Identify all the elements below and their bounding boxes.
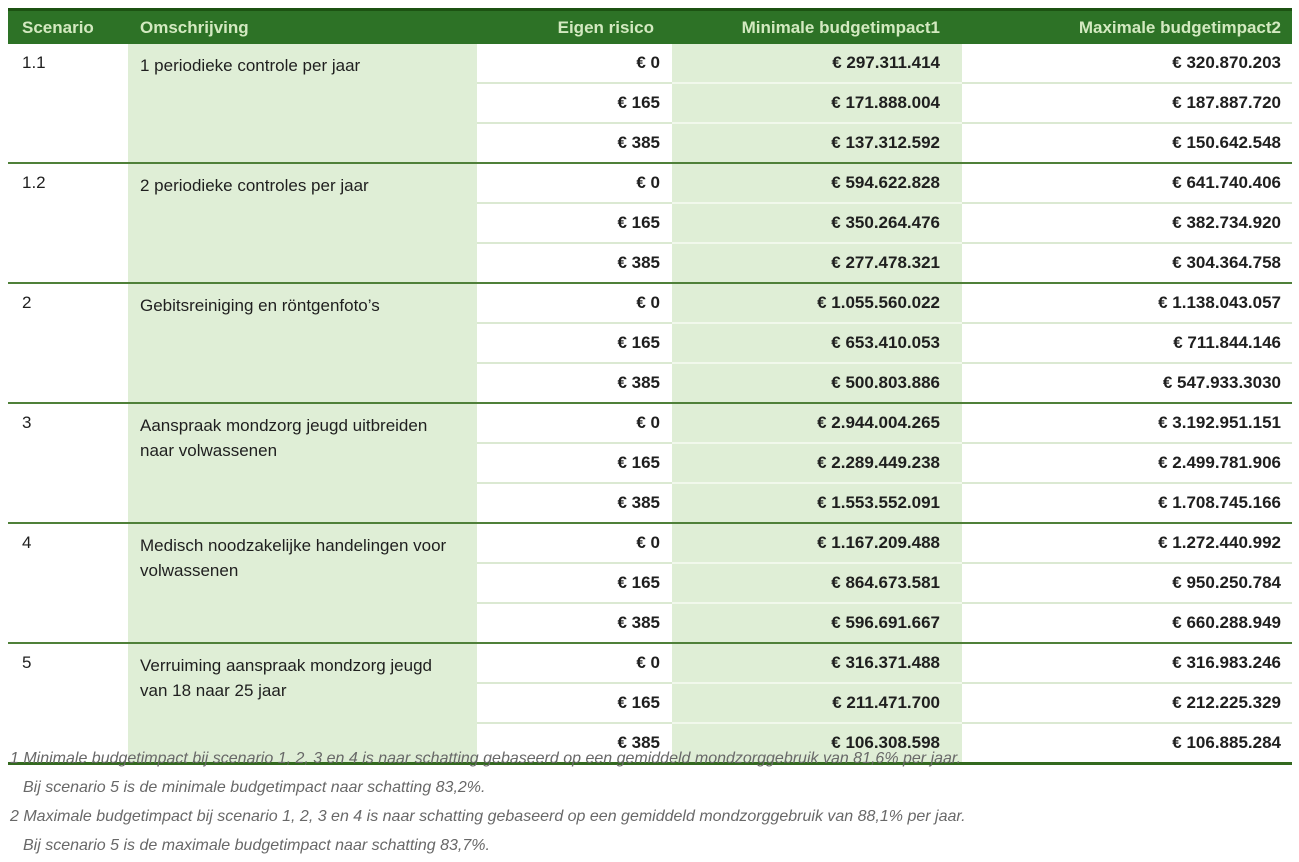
max-budget-cell: € 304.364.758 xyxy=(962,243,1292,283)
eigen-risico-cell: € 165 xyxy=(477,443,672,483)
description-cell: Medisch noodzakelijke handelingen voor volwassenen xyxy=(128,523,477,643)
column-header-eigen-risico: Eigen risico xyxy=(477,10,672,45)
max-budget-cell: € 711.844.146 xyxy=(962,323,1292,363)
max-budget-cell: € 1.272.440.992 xyxy=(962,523,1292,563)
max-budget-cell: € 2.499.781.906 xyxy=(962,443,1292,483)
description-cell: Gebitsreiniging en röntgenfoto’s xyxy=(128,283,477,403)
min-budget-cell: € 653.410.053 xyxy=(672,323,962,363)
scenario-group xyxy=(8,403,1292,523)
table-row xyxy=(8,283,1292,323)
footnote-2-line-2: Bij scenario 5 is de maximale budgetimpact naar schatting 83,7%. xyxy=(23,837,490,854)
min-budget-cell: € 316.371.488 xyxy=(672,643,962,683)
table-row xyxy=(8,403,1292,443)
budget-impact-table xyxy=(8,8,1292,765)
min-budget-cell: € 137.312.592 xyxy=(672,123,962,163)
eigen-risico-cell: € 165 xyxy=(477,323,672,363)
min-budget-cell: € 1.167.209.488 xyxy=(672,523,962,563)
min-budget-cell: € 596.691.667 xyxy=(672,603,962,643)
max-budget-cell: € 1.138.043.057 xyxy=(962,283,1292,323)
eigen-risico-cell: € 0 xyxy=(477,44,672,83)
scenario-group xyxy=(8,523,1292,643)
eigen-risico-cell: € 0 xyxy=(477,163,672,203)
eigen-risico-cell: € 0 xyxy=(477,643,672,683)
scenario-cell: 2 xyxy=(8,283,128,403)
footnote-1-line-2: Bij scenario 5 is de minimale budgetimpact naar schatting 83,2%. xyxy=(23,779,486,796)
eigen-risico-cell: € 385 xyxy=(477,603,672,643)
budget-impact-table-wrap xyxy=(8,8,1292,765)
min-budget-cell: € 864.673.581 xyxy=(672,563,962,603)
footnotes xyxy=(10,744,1292,860)
min-budget-cell: € 2.289.449.238 xyxy=(672,443,962,483)
max-budget-cell: € 106.885.284 xyxy=(962,723,1292,764)
description-cell: Aanspraak mondzorg jeugd uitbreiden naar volwassenen xyxy=(128,403,477,523)
min-budget-cell: € 1.055.560.022 xyxy=(672,283,962,323)
eigen-risico-cell: € 165 xyxy=(477,683,672,723)
table-row xyxy=(8,44,1292,83)
max-budget-cell: € 547.933.3030 xyxy=(962,363,1292,403)
max-budget-cell: € 950.250.784 xyxy=(962,563,1292,603)
min-budget-cell: € 171.888.004 xyxy=(672,83,962,123)
column-header-maximale-budgetimpact: Maximale budgetimpact2 xyxy=(962,10,1292,45)
column-header-minimale-budgetimpact: Minimale budgetimpact1 xyxy=(672,10,962,45)
min-budget-cell: € 297.311.414 xyxy=(672,44,962,83)
scenario-group xyxy=(8,44,1292,163)
scenario-cell: 5 xyxy=(8,643,128,764)
footnote-2-line-1: 2 Maximale budgetimpact bij scenario 1, 2, 3 en 4 is naar schatting gebaseerd op een gemiddeld mondzorggebruik van 88,1% per jaar. xyxy=(10,808,966,825)
column-header-scenario: Scenario xyxy=(8,10,128,45)
max-budget-cell: € 187.887.720 xyxy=(962,83,1292,123)
eigen-risico-cell: € 165 xyxy=(477,83,672,123)
min-budget-cell: € 2.944.004.265 xyxy=(672,403,962,443)
scenario-cell: 4 xyxy=(8,523,128,643)
scenario-cell: 1.2 xyxy=(8,163,128,283)
max-budget-cell: € 382.734.920 xyxy=(962,203,1292,243)
max-budget-cell: € 150.642.548 xyxy=(962,123,1292,163)
max-budget-cell: € 316.983.246 xyxy=(962,643,1292,683)
description-cell: Verruiming aanspraak mondzorg jeugd van 18 naar 25 jaar xyxy=(128,643,477,764)
scenario-group xyxy=(8,283,1292,403)
description-cell: 2 periodieke controles per jaar xyxy=(128,163,477,283)
max-budget-cell: € 320.870.203 xyxy=(962,44,1292,83)
min-budget-cell: € 500.803.886 xyxy=(672,363,962,403)
eigen-risico-cell: € 385 xyxy=(477,363,672,403)
min-budget-cell: € 106.308.598 xyxy=(672,723,962,764)
eigen-risico-cell: € 385 xyxy=(477,123,672,163)
min-budget-cell: € 350.264.476 xyxy=(672,203,962,243)
eigen-risico-cell: € 0 xyxy=(477,523,672,563)
eigen-risico-cell: € 385 xyxy=(477,483,672,523)
max-budget-cell: € 641.740.406 xyxy=(962,163,1292,203)
max-budget-cell: € 3.192.951.151 xyxy=(962,403,1292,443)
table-row xyxy=(8,163,1292,203)
header-row xyxy=(8,10,1292,45)
scenario-cell: 1.1 xyxy=(8,44,128,163)
min-budget-cell: € 277.478.321 xyxy=(672,243,962,283)
scenario-cell: 3 xyxy=(8,403,128,523)
eigen-risico-cell: € 0 xyxy=(477,403,672,443)
description-cell: 1 periodieke controle per jaar xyxy=(128,44,477,163)
max-budget-cell: € 1.708.745.166 xyxy=(962,483,1292,523)
table-row xyxy=(8,523,1292,563)
min-budget-cell: € 211.471.700 xyxy=(672,683,962,723)
scenario-group xyxy=(8,163,1292,283)
eigen-risico-cell: € 0 xyxy=(477,283,672,323)
footnote-1-line-1: 1 Minimale budgetimpact bij scenario 1, 2, 3 en 4 is naar schatting gebaseerd op een gemiddeld mondzorggebruik van 81,6% per jaar. xyxy=(10,750,962,767)
eigen-risico-cell: € 165 xyxy=(477,563,672,603)
max-budget-cell: € 212.225.329 xyxy=(962,683,1292,723)
column-header-omschrijving: Omschrijving xyxy=(128,10,477,45)
max-budget-cell: € 660.288.949 xyxy=(962,603,1292,643)
eigen-risico-cell: € 165 xyxy=(477,203,672,243)
min-budget-cell: € 594.622.828 xyxy=(672,163,962,203)
table-row xyxy=(8,643,1292,683)
table-header xyxy=(8,10,1292,45)
min-budget-cell: € 1.553.552.091 xyxy=(672,483,962,523)
eigen-risico-cell: € 385 xyxy=(477,243,672,283)
eigen-risico-cell: € 385 xyxy=(477,723,672,764)
